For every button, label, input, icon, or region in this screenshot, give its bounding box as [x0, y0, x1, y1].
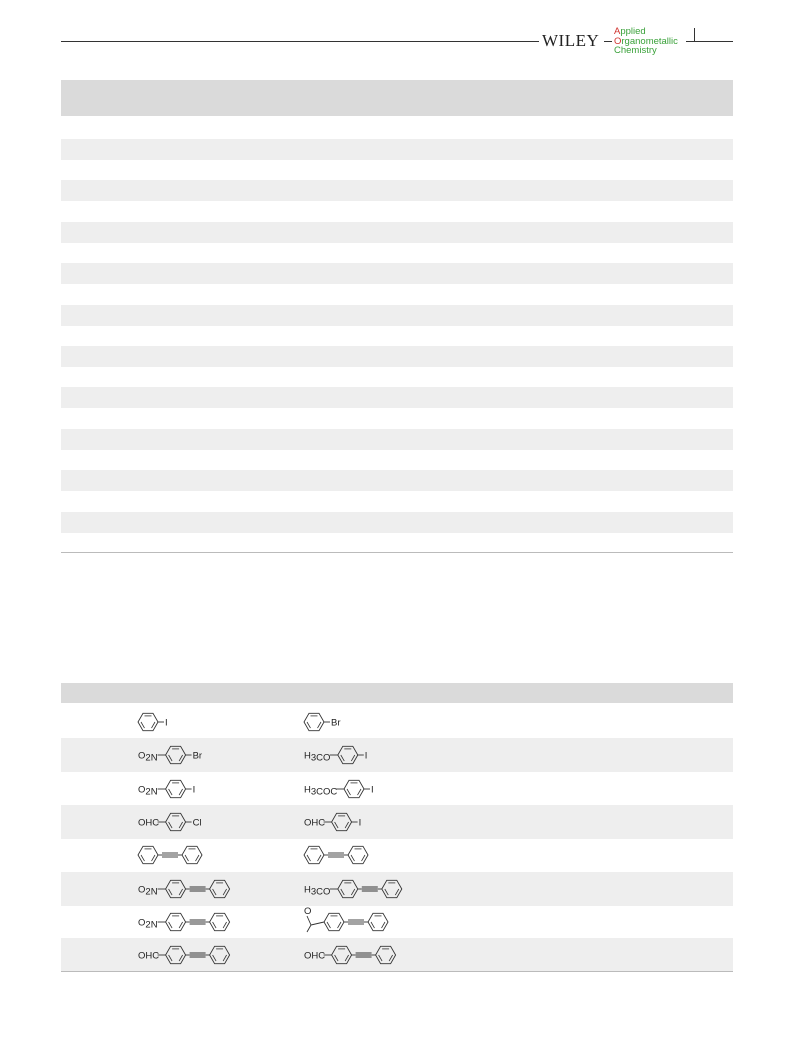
halogen-label: Br: [331, 717, 341, 729]
table1-stripe-row: [61, 305, 733, 326]
halogen-label: Cl: [192, 817, 202, 829]
structure-drawing: [136, 740, 286, 770]
structure-aryl-halide-a: [136, 774, 286, 804]
structure-drawing: [302, 940, 452, 970]
structure-aryl-halide-a: [136, 707, 286, 737]
publisher-logo: WILEY: [542, 31, 600, 50]
substituent-label: O2N: [138, 784, 158, 798]
table1-stripe-row: [61, 139, 733, 160]
structure-aryl-halide-b: [302, 740, 452, 770]
structure-aryl-halide-b: [302, 707, 452, 737]
table1-stripe-row: [61, 429, 733, 450]
table2-bottom-rule: [61, 971, 733, 972]
journal-line-1-rest: pplied: [620, 26, 646, 37]
journal-line-2: Organometallic: [614, 35, 678, 47]
carbonyl-oxygen-label: O: [304, 905, 312, 917]
substituent-label: OHC: [138, 950, 160, 962]
substituent-label: OHC: [138, 817, 160, 829]
structure-drawing: [136, 774, 286, 804]
structure-drawing: [136, 940, 286, 970]
structure-drawing: [136, 874, 286, 904]
journal-logo: [614, 27, 678, 56]
structure-drawing: [136, 907, 286, 937]
table1-bottom-rule: [61, 552, 733, 553]
structure-aryl-halide-a: [136, 840, 286, 870]
table1-header: [61, 80, 733, 116]
table1-stripe-row: [61, 180, 733, 201]
halogen-label: I: [364, 750, 368, 762]
substituent-label: H3CO: [304, 884, 331, 897]
structure-drawing: [136, 840, 286, 870]
structure-aryl-halide-b: [302, 774, 452, 804]
substituent-label: H3CO: [304, 750, 331, 764]
substituent-label: OHC: [304, 950, 326, 962]
journal-line-1: Applied: [614, 26, 646, 37]
table2-header: [61, 683, 733, 703]
table1-stripe-row: [61, 387, 733, 408]
structure-drawing: [302, 774, 452, 804]
structure-drawing: [302, 740, 452, 770]
table1-stripe-row: [61, 512, 733, 533]
page-number-tick: [694, 28, 695, 41]
table1-stripe-row: [61, 346, 733, 367]
structure-aryl-halide-b: [302, 807, 452, 837]
journal-line-2-rest: rganometallic: [621, 35, 678, 47]
substituent-label: O2N: [138, 750, 158, 764]
journal-line-3: Chemistry: [614, 45, 657, 56]
structure-drawing: [136, 707, 286, 737]
table1-stripe-row: [61, 470, 733, 491]
structure-aryl-halide-a: [136, 807, 286, 837]
structure-aryl-halide-a: [136, 907, 286, 937]
halogen-label: I: [192, 784, 196, 796]
header-rule-left: [61, 41, 539, 42]
halogen-label: I: [371, 784, 374, 796]
structure-aryl-halide-a: [136, 874, 286, 904]
structure-drawing: [302, 707, 452, 737]
substituent-label: OHC: [304, 817, 326, 829]
structure-drawing: [302, 840, 452, 870]
structure-aryl-halide-a: [136, 940, 286, 970]
structure-aryl-halide-b: [302, 940, 452, 970]
logo-dash: [604, 41, 612, 42]
structure-aryl-halide-b: [302, 907, 452, 937]
structure-aryl-halide-b: [302, 874, 452, 904]
substituent-label: O2N: [138, 917, 158, 931]
structure-drawing: [302, 807, 452, 837]
structure-aryl-halide-a: [136, 740, 286, 770]
halogen-label: I: [358, 817, 362, 829]
structure-drawing: [302, 874, 452, 904]
halogen-label: I: [165, 717, 168, 729]
structure-drawing: [302, 907, 452, 937]
halogen-label: Br: [192, 750, 203, 762]
substituent-label: O2N: [138, 884, 158, 897]
table1-stripe-row: [61, 222, 733, 243]
table1-stripe-row: [61, 263, 733, 284]
structure-drawing: [136, 807, 286, 837]
structure-aryl-halide-b: [302, 840, 452, 870]
header-rule-right: [686, 41, 733, 42]
substituent-label: H3COC: [304, 784, 338, 798]
